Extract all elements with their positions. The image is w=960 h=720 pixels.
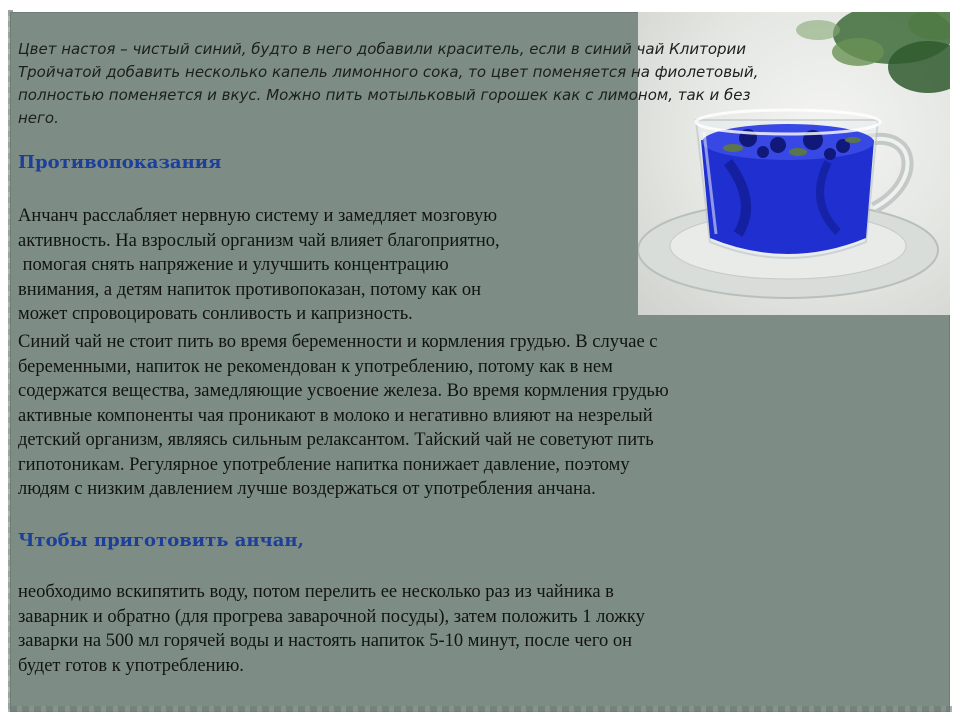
intro-line: Цвет настоя – чистый синий, будто в него добавили краситель, если в синий чай Клитории bbox=[18, 40, 747, 58]
preparation-heading: Чтобы приготовить анчан, bbox=[18, 530, 304, 551]
text-line: активность. На взрослый организм чай влияет благоприятно, bbox=[18, 230, 500, 251]
text-line: заварки на 500 мл горячей воды и настоять напиток 5-10 минут, после чего он bbox=[18, 631, 633, 651]
text-line: необходимо вскипятить воду, потом перелить ее несколько раз из чайника в bbox=[18, 582, 614, 602]
slide-edge bbox=[10, 706, 952, 712]
text-line: людям с низким давлением лучше воздержаться от употребления анчана. bbox=[18, 479, 596, 499]
text-line: заварник и обратно (для прогрева заварочной посуды), затем положить 1 ложку bbox=[18, 606, 645, 627]
text-line: помогая снять напряжение и улучшить концентрацию bbox=[18, 255, 449, 275]
slide bbox=[10, 12, 950, 712]
text-line: детский организм, являясь сильным релаксантом. Тайский чай не советуют пить bbox=[18, 430, 654, 450]
contraindications-paragraph-2 bbox=[18, 330, 918, 502]
text-line: беременными, напиток не рекомендован к употреблению, потому как в нем bbox=[18, 356, 613, 377]
intro-text bbox=[18, 38, 898, 130]
intro-line: полностью поменяется и вкус. Можно пить мотыльковый горошек как с лимоном, так и без bbox=[18, 86, 751, 104]
text-line: Анчанч расслабляет нервную систему и замедляет мозговую bbox=[18, 206, 498, 226]
text-line: содержатся вещества, замедляющие усвоение железа. Во время кормления грудью bbox=[18, 381, 669, 401]
contraindications-paragraph-1 bbox=[18, 204, 678, 327]
preparation-paragraph bbox=[18, 580, 918, 678]
text-line: будет готов к употреблению. bbox=[18, 655, 244, 676]
text-line: может спровоцировать сонливость и капризность. bbox=[18, 304, 413, 324]
intro-line: Тройчатой добавить несколько капель лимонного сока, то цвет поменяется на фиолетовый, bbox=[18, 63, 759, 81]
text-line: гипотоникам. Регулярное употребление напитка понижает давление, поэтому bbox=[18, 454, 630, 475]
contraindications-heading: Противопоказания bbox=[18, 152, 222, 173]
text-line: Синий чай не стоит пить во время беременности и кормления грудью. В случае с bbox=[18, 332, 658, 352]
intro-line: него. bbox=[18, 109, 59, 127]
text-line: внимания, а детям напиток противопоказан, потому как он bbox=[18, 279, 482, 300]
text-line: активные компоненты чая проникают в молоко и негативно влияют на незрелый bbox=[18, 405, 653, 426]
